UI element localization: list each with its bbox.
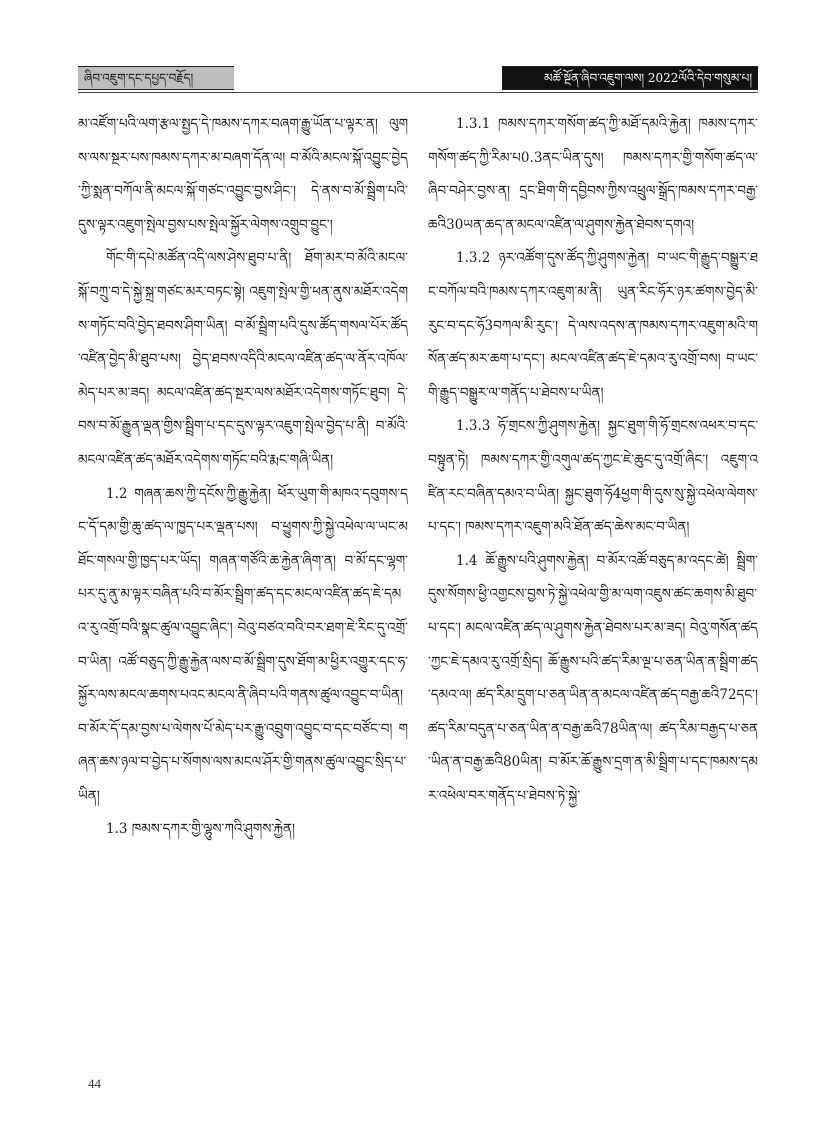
right-column (428, 108, 758, 1063)
left-column (78, 108, 408, 1063)
paragraph: གོང་གི་དཔེ་མཚོན་འདི་ལས་ཤེས་ཐུབ་པ་ནི། ཐོག་མར་བ་མོའི་མངལ་སྐོ་བཀྲུ་བ་དེ་སྐྱེ་སྐྲ་གཙང་མར་བཏང་སྟེ། འཇུག་སྤེལ་གྱི་ཕན་ནུས་མཐོར་འདེགས་གཏོང་བའི་བྱེད་ཐབས་ཤིག་ཡིན། བ་མོ་སྦྲིག་པའི་དུས་ཚོད་གསལ་པོར་ཚོད་འཛིན་བྱེད་མི་ཐུབ་པས། བྱེད་ཐབས་འདིའི་མངལ་འཛིན་ཚད་ལ་ནོར་འཁོལ་མེད་པར་མ་ཟད། མངལ་འཛིན་ཚད་སྔར་ལས་མཐོར་འདེགས་གཏོང་ཐུབ། དེ་བས་བ་མོ་རྒྱུན་ལྡན་གྱིས་སྦྲིག་པ་དང་དུས་ལྟར་འཇུག་སྤེལ་བྱེད་པ་ནི། བ་མོའི་མངལ་འཛིན་ཚད་མཐོར་འདེགས་གཏོང་བའི་རྨང་གཞི་ཡིན། (78, 250, 408, 468)
section-1-3-2-paragraph: 1.3.2 ཉར་འཚོག་དུས་ཚོད་ཀྱི་ཤུགས་རྐྱེན། བ་ཡང་གི་རྒྱུད་བསྒྱུར་ཐང་བཀོལ་བའི་ཁམས་དཀར་འཇུག་མ་ནི། ཡུན་རིང་ཧོར་ཉར་ཚགས་བྱེད་མི་རུང་བ་དང་ཧོ3བཀལ་མི་རུང་། དེ་ལས་འདས་ན་ཁམས་དཀར་འཇུག་མའི་གསོན་ཚད་མར་ཆག་པ་དང་། མངལ་འཛིན་ཚད་ཇེ་དམའ་རུ་འགྲོ་བས། བ་ཡང་གི་རྒྱུད་བསྒྱུར་ལ་གནོད་པ་ཐེབས་པ་ཡིན། (428, 250, 758, 401)
section-1-2-paragraph: 1.2 གཞན་ཆས་ཀྱི་དངོས་ཀྱི་རྒྱུ་རྐྱེན། ཕོར་ཡུག་གི་མཁའ་དབུགས་དང་དོ་དམ་གྱི་ཆུ་ཚད་ལ་ཁྱད་པར་ལྡན་པས། བ་ཕྱུགས་ཀྱི་སྐྱེ་འཕེལ་ལ་ཡང་མཐོང་གསལ་གྱི་ཁྱད་པར་ཡོད། གཞན་གཙོའི་ཆ་རྐྱེན་ཞིག་ན། བ་མོ་དང་ལྷག་པར་དུ་ནུ་མ་ལྟར་བཞིན་པའི་བ་མོར་སྦྲིག་ཚད་དང་མངལ་འཛིན་ཚད་ཇེ་དམའ་རུ་འགྲོ་བའི་སྣང་ཚུལ་འབྱུང་ཞིང་། བེའུ་བཙའ་བའི་བར་ཐག་ཇེ་རིང་དུ་འགྲོ་བ་ཡིན། འཚོ་བཅུད་ཀྱི་རྒྱུ་རྐྱེན་ལས་བ་མོ་སྦྲིག་དུས་ཐོག་མ་ཕྱིར་འགྱུར་དང་ཧ་སྐྱོར་ལས་མངལ་ཆགས་པའང་མངལ་ནི་ཞིབ་པའི་གནས་ཚུལ་འབྱུང་བ་ཡིན། བ་མོར་དོ་དམ་བྱས་པ་ལེགས་པོ་མེད་པར་རྒྱུ་འབྲུག་འབྱུང་བ་དང་བཙོང་བ། གཞན་ཆས་ཉལ་བ་བྱེད་པ་སོགས་ལས་མངལ་ཤོར་གྱི་གནས་ཚུལ་འབྱུང་སྲིད་པ་ཡིན། (78, 485, 408, 804)
section-1-3-heading: 1.3 ཁམས་དཀར་གྱི་ལྷུས་ཀའི་ཤུགས་རྐྱེན། (106, 821, 296, 838)
header-rule (78, 92, 758, 93)
running-header (78, 66, 758, 90)
section-1-3-3-paragraph: 1.3.3 ཧོ་གྲངས་ཀྱི་ཤུགས་རྐྱེན། སྐྱང་ཐུག་གི་ཧོ་གྲངས་འཕར་བ་དང་བསྟུན་ཏེ། ཁམས་དཀར་གྱི་འགུལ་ཚད་ཀྱང་ཇེ་ཆུང་དུ་འགྲོ་ཞིང་། འཇུག་འཛིན་རང་བཞིན་དམའ་བ་ཡིན། སྐྱང་ཐུག་ཧོ4ཕྱག་གི་དུས་སུ་སྐྱེ་འཕེལ་ལེགས་པ་དང་། ཁམས་དཀར་འཇུག་མའི་ཐོན་ཚད་ཆེས་མང་བ་ཡིན། (428, 418, 758, 536)
journal-issue-tab: མཚོ་སྔོན་ཞིབ་འཇུག་ལས། 2022ལོའི་དེབ་གསུམ་པ། (502, 66, 758, 90)
section-title-tab: ཞིབ་འཇུག་དང་དཔྱད་བརྗོད། (78, 66, 234, 90)
section-1-4-paragraph: 1.4 ཆོ་རྒྱུས་པའི་ཤུགས་རྐྱེན། བ་མོར་འཚོ་བཅུད་མ་འདང་ཚེ། སྦྲིག་དུས་སོགས་ཕྱི་འགྱངས་བྱས་ཏེ་སྐྱེ་འཕེལ་གྱི་མ་ལག་འཇུས་ཚང་ཆགས་མི་ཐུབ་པ་དང་། མངལ་འཛིན་ཚད་ལ་ཤུགས་རྐྱེན་ཐེབས་པར་མ་ཟད། བེའུ་གསོན་ཚད་ཀྱང་ཇེ་དམའ་རུ་འགྲོ་སྲིད། ཆོ་རྒྱུས་པའི་ཚད་རིམ་ལྔ་པ་ཅན་ཡིན་ན་སྦྲིག་ཚད་དམའ་ལ། ཚད་རིམ་དྲུག་པ་ཅན་ཡིན་ན་མངལ་འཛིན་ཚད་བརྒྱ་ཆའི72དང་། ཚད་རིམ་བདུན་པ་ཅན་ཡིན་ན་བརྒྱ་ཆའི78ཡིན་ལ། ཚད་རིམ་བརྒྱད་པ་ཅན་ཡིན་ན་བརྒྱ་ཆའི80ཡིན། བ་མོར་ཆོ་རྒྱུས་དྲག་ན་མི་སྦྲིག་པ་དང་ཁམས་དམར་འཕེལ་བར་གནོད་པ་ཐེབས་ཏེ་སྐྱེ་ (428, 552, 758, 804)
section-1-3-1-paragraph: 1.3.1 ཁམས་དཀར་གསོག་ཚད་ཀྱི་མཐོ་དམའི་རྐྱེན། ཁམས་དཀར་གསོག་ཚད་ཀྱི་རིམ་པ0.3ནང་ཡིན་དུས། ཁམས་དཀར་གྱི་གསོག་ཚད་ལ་ཞིབ་བཤེར་བྱས་ན། དྲང་ཐིག་གི་དབྱིབས་ཀྱིས་འཕྲུལ་སྒྲོད་ཁམས་དཀར་བརྒྱ་ཆའི30ཡན་ཆད་ན་མངལ་འཛིན་ལ་ཤུགས་རྐྱེན་ཐེབས་དགའ། (428, 116, 758, 233)
page-number: 44 (88, 1076, 101, 1091)
paragraph: མ་འཛོག་པའི་ལག་རྩལ་སྤྱད་དེ་ཁམས་དཀར་བཞག་རྒྱུ་ཡོན་པ་ལྟར་ན། ལུགས་ལས་སྔར་པས་ཁམས་དཀར་མ་བཞག་དོན་ལ། བ་མོའི་མངལ་སྐོ་འབྱུང་བྱེད་ཀྱི་སྨན་བཀོལ་ནི་མངལ་སྐོ་གཙང་འབྱུང་བྱས་ཤིང་། དེ་ནས་བ་མོ་སྦྲིག་པའི་དུས་ལྟར་འཇུག་སྤེལ་བྱས་པས་སྤེལ་སྐྱོར་ལེགས་འགྲུབ་བྱུང་། (78, 116, 408, 233)
